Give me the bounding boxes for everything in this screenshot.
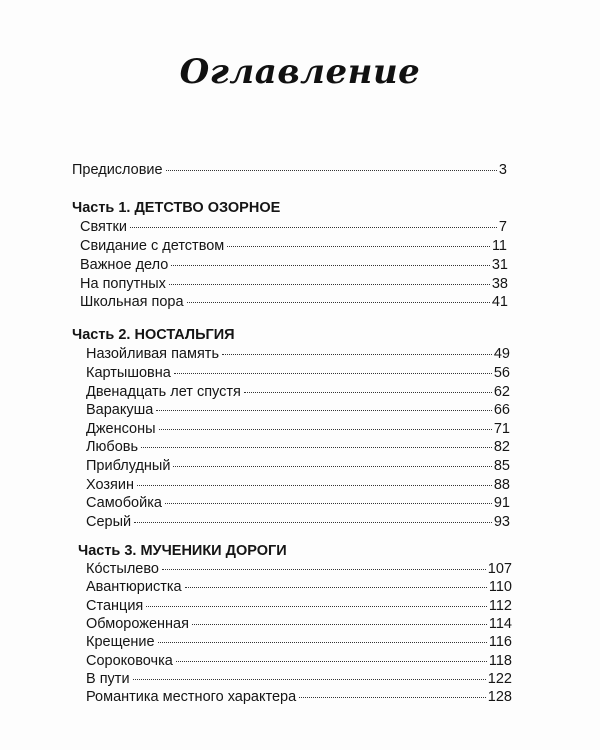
dot-leader [137, 485, 492, 486]
toc-entry [80, 237, 507, 255]
dot-leader [166, 170, 497, 171]
toc-entry [86, 560, 512, 578]
toc-entry-label: Картышовна [86, 365, 171, 381]
toc-entry-page: 107 [487, 561, 512, 577]
toc-entry [86, 670, 512, 688]
toc-entry-page: 88 [493, 477, 510, 493]
toc-entry-label: Хозяин [86, 477, 135, 493]
dot-leader [141, 447, 492, 448]
dot-leader [162, 569, 486, 570]
toc-entry-label: Варакуша [86, 402, 154, 418]
toc-entry-page: 82 [493, 439, 510, 455]
part-heading: Часть 1. ДЕТСТВО ОЗОРНОЕ [72, 200, 281, 216]
toc-entry-page: 7 [498, 219, 507, 235]
dot-leader [244, 392, 492, 393]
toc-entry-label: В пути [86, 671, 130, 687]
toc-entry-page: 66 [493, 402, 510, 418]
toc-entry-page: 3 [498, 162, 507, 178]
toc-entry-label: Обмороженная [86, 616, 189, 632]
toc-entry-page: 93 [493, 514, 510, 530]
toc-entry-label: Свидание с детством [80, 238, 225, 254]
page-title: Оглавление [179, 52, 421, 92]
toc-entry [86, 383, 510, 401]
toc-entry-label: Крещение [86, 634, 155, 650]
toc-entry-page: 116 [488, 634, 512, 650]
dot-leader [159, 429, 492, 430]
dot-leader [171, 265, 490, 266]
toc-entry-label: Романтика местного характера [86, 689, 297, 705]
toc-entry [80, 256, 508, 274]
toc-entry [86, 476, 510, 494]
dot-leader [222, 354, 492, 355]
toc-entry [86, 688, 512, 706]
dot-leader [174, 373, 492, 374]
dot-leader [187, 302, 490, 303]
toc-entry-page: 85 [493, 458, 510, 474]
toc-entry-label: Приблудный [86, 458, 171, 474]
toc-entry-page: 49 [493, 346, 510, 362]
toc-entry-page: 118 [488, 653, 512, 669]
toc-entry-page: 62 [493, 384, 510, 400]
toc-entry-label: На попутных [80, 276, 166, 292]
toc-entry [80, 275, 508, 293]
toc-entry-label: Авантюристка [86, 579, 182, 595]
toc-entry [80, 218, 507, 236]
toc-entry-page: 112 [488, 598, 512, 614]
dot-leader [165, 503, 492, 504]
toc-entry-page: 114 [488, 616, 512, 632]
toc-entry-label: Дженсоны [86, 421, 156, 437]
toc-entry-page: 56 [493, 365, 510, 381]
toc-entry [86, 420, 510, 438]
toc-entry-page: 128 [487, 689, 512, 705]
toc-entry [86, 633, 512, 651]
toc-entry [86, 494, 510, 512]
toc-entry-page: 122 [487, 671, 512, 687]
dot-leader [146, 606, 487, 607]
toc-entry-label: Ко́стылево [86, 561, 159, 577]
toc-entry [86, 345, 510, 363]
toc-entry-label: Сороковочка [86, 653, 173, 669]
toc-entry [86, 652, 512, 670]
toc-entry-page: 31 [491, 257, 508, 273]
toc-entry-label: Назойливая память [86, 346, 219, 362]
toc-entry [86, 401, 510, 419]
dot-leader [185, 587, 487, 588]
toc-entry-label: Двенадцать лет спустя [86, 384, 241, 400]
toc-entry [86, 578, 512, 596]
toc-entry-preface [72, 161, 507, 179]
dot-leader [158, 642, 487, 643]
toc-entry-label: Станция [86, 598, 144, 614]
toc-entry-label: Школьная пора [80, 294, 184, 310]
dot-leader [134, 522, 492, 523]
toc-entry [86, 513, 510, 531]
dot-leader [299, 697, 486, 698]
toc-entry [86, 457, 510, 475]
toc-entry-label: Предисловие [72, 162, 163, 178]
toc-entry-page: 41 [491, 294, 508, 310]
toc-entry [86, 615, 512, 633]
dot-leader [227, 246, 490, 247]
toc-entry [86, 364, 510, 382]
toc-entry-page: 11 [491, 238, 507, 254]
part-heading: Часть 3. МУЧЕНИКИ ДОРОГИ [78, 543, 287, 559]
toc-entry [80, 293, 508, 311]
toc-entry-label: Самобойка [86, 495, 162, 511]
dot-leader [156, 410, 492, 411]
toc-entry-label: Серый [86, 514, 132, 530]
dot-leader [169, 284, 490, 285]
toc-entry-page: 71 [493, 421, 510, 437]
dot-leader [130, 227, 497, 228]
toc-entry-label: Важное дело [80, 257, 169, 273]
toc-entry [86, 438, 510, 456]
toc-entry-page: 110 [488, 579, 512, 595]
toc-entry-page: 38 [491, 276, 508, 292]
toc-entry-label: Любовь [86, 439, 139, 455]
toc-entry-label: Святки [80, 219, 127, 235]
dot-leader [176, 661, 487, 662]
dot-leader [173, 466, 491, 467]
toc-entry-page: 91 [493, 495, 510, 511]
dot-leader [192, 624, 487, 625]
part-heading: Часть 2. НОСТАЛЬГИЯ [72, 327, 235, 343]
dot-leader [133, 679, 486, 680]
toc-entry [86, 597, 512, 615]
